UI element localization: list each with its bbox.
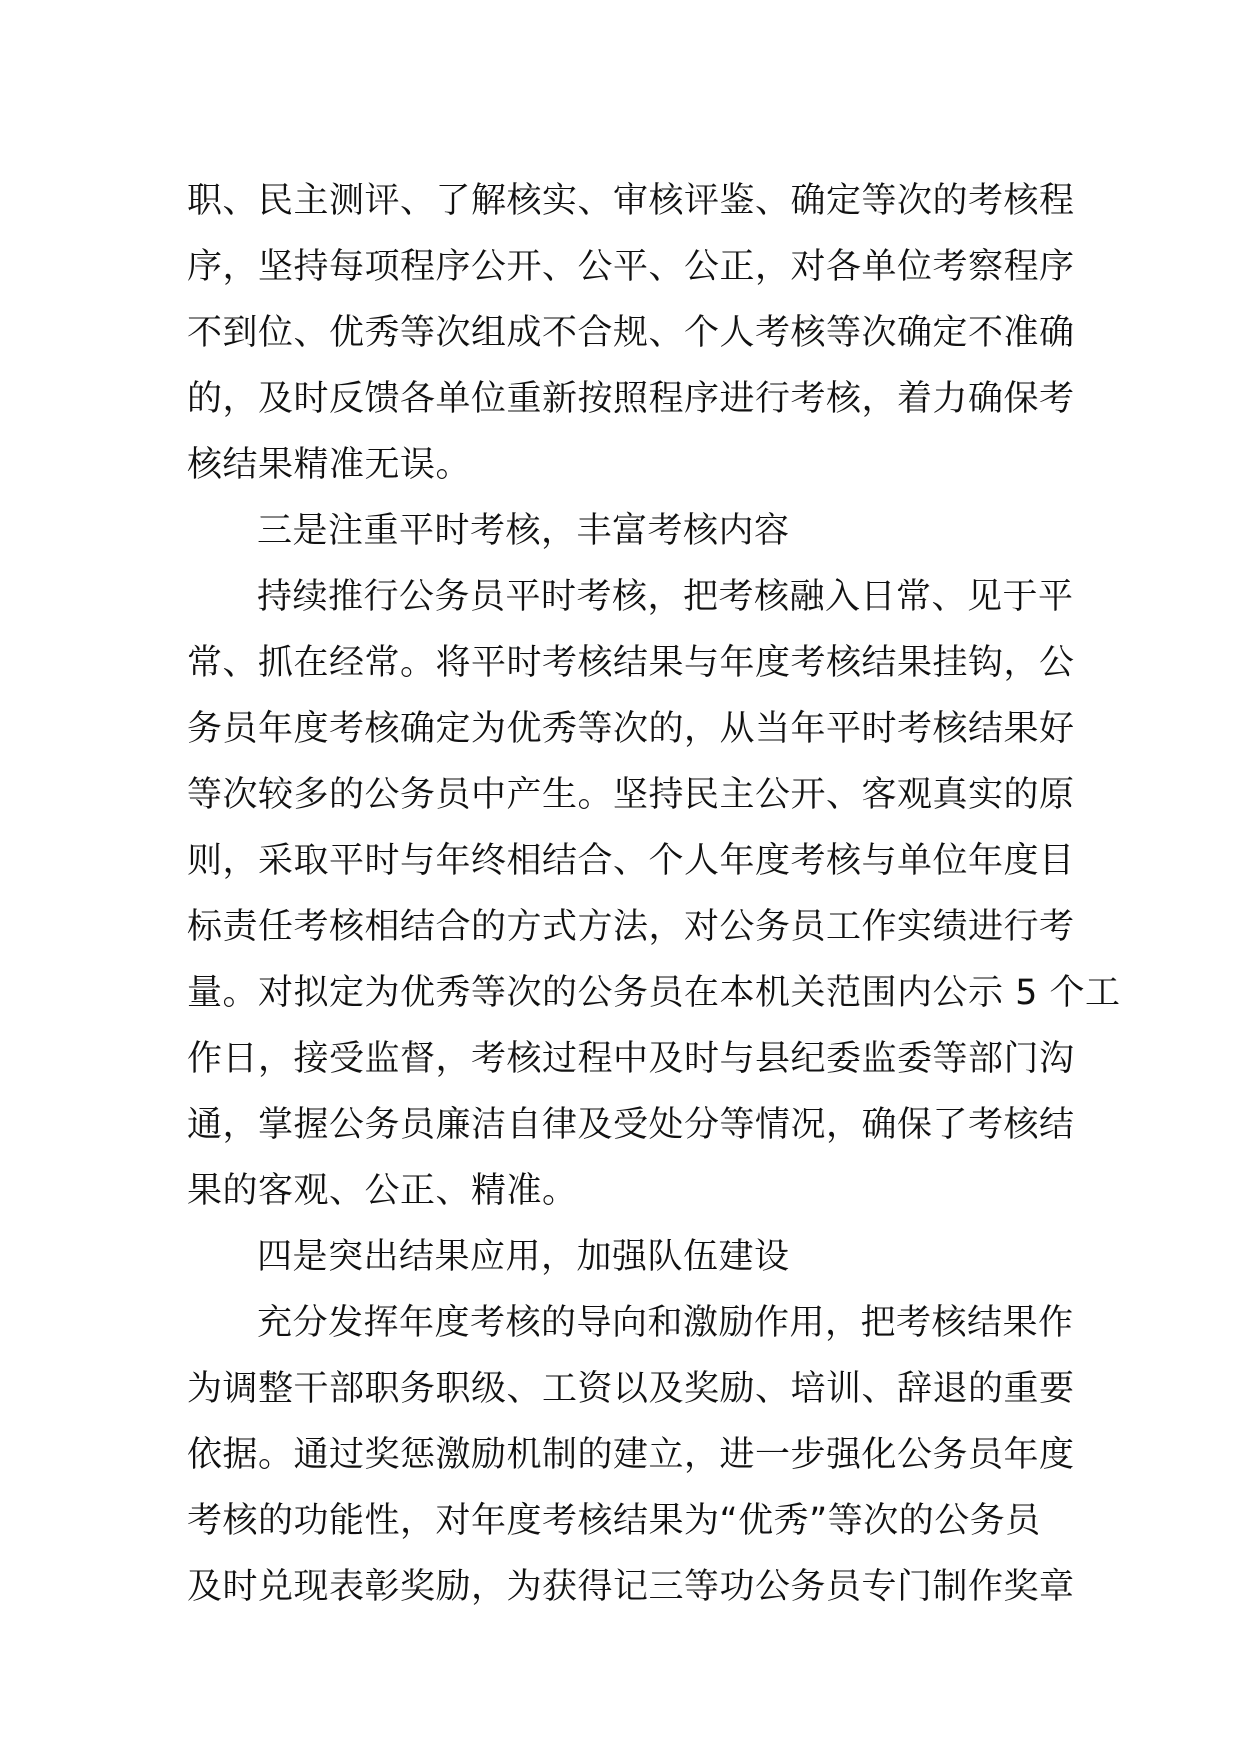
body-line: 量。对拟定为优秀等次的公务员在本机关范围内公示 5 个工 xyxy=(187,973,1121,1013)
body-line: 则，采取平时与年终相结合、个人年度考核与单位年度目 xyxy=(187,841,1075,881)
document-body xyxy=(187,168,1121,1620)
paragraph-start-line: 持续推行公务员平时考核，把考核融入日常、见于平 xyxy=(257,577,1074,617)
body-line: 依据。通过奖惩激励机制的建立，进一步强化公务员年度 xyxy=(187,1435,1075,1475)
body-line: 不到位、优秀等次组成不合规、个人考核等次确定不准确 xyxy=(187,313,1075,353)
body-line: 标责任考核相结合的方式方法，对公务员工作实绩进行考 xyxy=(187,907,1075,947)
body-line: 考核的功能性，对年度考核结果为“优秀”等次的公务员 xyxy=(187,1501,1041,1541)
body-line: 常、抓在经常。将平时考核结果与年度考核结果挂钩，公 xyxy=(187,643,1075,683)
body-line: 职、民主测评、了解核实、审核评鉴、确定等次的考核程 xyxy=(187,181,1075,221)
body-line: 等次较多的公务员中产生。坚持民主公开、客观真实的原 xyxy=(187,775,1075,815)
body-line: 为调整干部职务职级、工资以及奖励、培训、辞退的重要 xyxy=(187,1369,1075,1409)
body-line: 及时兑现表彰奖励，为获得记三等功公务员专门制作奖章 xyxy=(187,1567,1075,1607)
body-line: 务员年度考核确定为优秀等次的，从当年平时考核结果好 xyxy=(187,709,1075,749)
body-line: 通，掌握公务员廉洁自律及受处分等情况，确保了考核结 xyxy=(187,1105,1075,1145)
body-line: 核结果精准无误。 xyxy=(187,445,472,485)
paragraph-start-line: 充分发挥年度考核的导向和激励作用，把考核结果作 xyxy=(257,1303,1074,1343)
body-line: 的，及时反馈各单位重新按照程序进行考核，着力确保考 xyxy=(187,379,1075,419)
section-heading: 四是突出结果应用，加强队伍建设 xyxy=(257,1237,790,1277)
body-line: 作日，接受监督，考核过程中及时与县纪委监委等部门沟 xyxy=(187,1039,1075,1079)
body-line: 序，坚持每项程序公开、公平、公正，对各单位考察程序 xyxy=(187,247,1075,287)
section-heading: 三是注重平时考核，丰富考核内容 xyxy=(257,511,790,551)
body-line: 果的客观、公正、精准。 xyxy=(187,1171,578,1211)
